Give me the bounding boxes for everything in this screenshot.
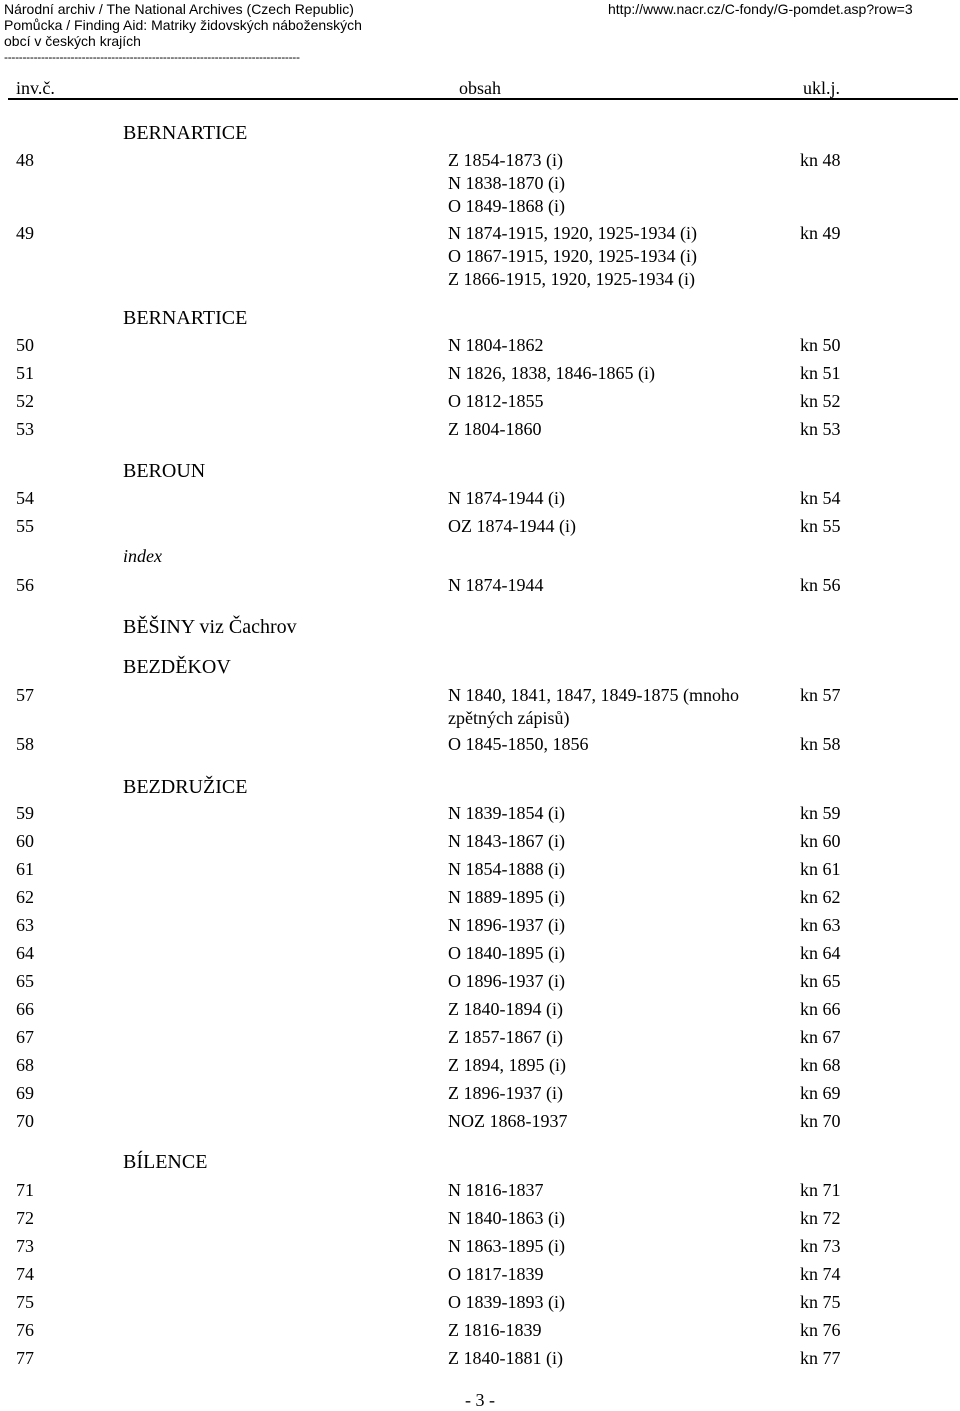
inventory-number: 56: [16, 575, 34, 595]
storage-unit: kn 54: [800, 488, 841, 508]
record-content-line: N 1816-1837: [448, 1180, 544, 1200]
storage-unit: kn 53: [800, 419, 841, 439]
storage-unit: kn 50: [800, 335, 841, 355]
record-content-line: zpětných zápisů): [448, 708, 570, 728]
record-content-line: O 1867-1915, 1920, 1925-1934 (i): [448, 246, 697, 266]
record-content-line: O 1839-1893 (i): [448, 1292, 565, 1312]
record-content-line: O 1896-1937 (i): [448, 971, 565, 991]
inventory-number: 55: [16, 516, 34, 536]
inventory-number: 65: [16, 971, 34, 991]
inventory-number: 51: [16, 363, 34, 383]
record-content: [448, 222, 778, 291]
storage-unit: kn 63: [800, 915, 841, 935]
inventory-number: 76: [16, 1320, 34, 1340]
inventory-number: 75: [16, 1292, 34, 1312]
storage-unit: kn 62: [800, 887, 841, 907]
column-header-obsah: obsah: [459, 78, 501, 98]
place-heading: BĚŠINY viz Čachrov: [123, 616, 297, 638]
storage-unit: kn 51: [800, 363, 841, 383]
source-url[interactable]: http://www.nacr.cz/C-fondy/G-pomdet.asp?row=3: [608, 1, 913, 17]
record-content: [448, 1026, 778, 1049]
inventory-number: 64: [16, 943, 34, 963]
record-content-line: O 1845-1850, 1856: [448, 734, 589, 754]
record-content: [448, 1179, 778, 1202]
finding-aid-title: Pomůcka / Finding Aid: Matriky židovských náboženských: [4, 17, 362, 33]
storage-unit: kn 68: [800, 1055, 841, 1075]
record-content-line: N 1874-1944: [448, 575, 544, 595]
inventory-number: 72: [16, 1208, 34, 1228]
record-content-line: Z 1866-1915, 1920, 1925-1934 (i): [448, 269, 695, 289]
record-content-line: Z 1857-1867 (i): [448, 1027, 563, 1047]
storage-unit: kn 55: [800, 516, 841, 536]
record-content: [448, 1235, 778, 1258]
place-heading: BERNARTICE: [123, 307, 248, 329]
header-divider: --------------------------------------------------------------------------------: [4, 50, 300, 64]
record-content-line: Z 1804-1860: [448, 419, 542, 439]
storage-unit: kn 60: [800, 831, 841, 851]
record-content: [448, 418, 778, 441]
inventory-number: 70: [16, 1111, 34, 1131]
inventory-number: 77: [16, 1348, 34, 1368]
record-content-line: N 1838-1870 (i): [448, 173, 565, 193]
record-content-line: N 1874-1944 (i): [448, 488, 565, 508]
record-content: [448, 334, 778, 357]
record-content-line: NOZ 1868-1937: [448, 1111, 568, 1131]
inventory-number: 63: [16, 915, 34, 935]
index-note: index: [123, 546, 162, 566]
record-content-line: N 1843-1867 (i): [448, 831, 565, 851]
record-content: [448, 684, 778, 730]
inventory-number: 62: [16, 887, 34, 907]
inventory-number: 57: [16, 685, 34, 705]
record-content-line: N 1840, 1841, 1847, 1849-1875 (mnoho: [448, 685, 739, 705]
finding-aid-subtitle: obcí v českých krajích: [4, 33, 141, 49]
storage-unit: kn 59: [800, 803, 841, 823]
storage-unit: kn 67: [800, 1027, 841, 1047]
record-content-line: N 1854-1888 (i): [448, 859, 565, 879]
record-content: [448, 1347, 778, 1370]
column-header-ukl: ukl.j.: [803, 78, 841, 98]
storage-unit: kn 69: [800, 1083, 841, 1103]
record-content-line: Z 1894, 1895 (i): [448, 1055, 566, 1075]
storage-unit: kn 75: [800, 1292, 841, 1312]
page-number: - 3 -: [465, 1390, 495, 1410]
record-content-line: N 1863-1895 (i): [448, 1236, 565, 1256]
record-content: [448, 1082, 778, 1105]
record-content-line: N 1840-1863 (i): [448, 1208, 565, 1228]
inventory-number: 54: [16, 488, 34, 508]
column-header-inv: inv.č.: [16, 78, 55, 98]
record-content: [448, 574, 778, 597]
storage-unit: kn 74: [800, 1264, 841, 1284]
inventory-number: 53: [16, 419, 34, 439]
record-content-line: Z 1840-1894 (i): [448, 999, 563, 1019]
inventory-number: 73: [16, 1236, 34, 1256]
storage-unit: kn 49: [800, 223, 841, 243]
storage-unit: kn 57: [800, 685, 841, 705]
inventory-number: 68: [16, 1055, 34, 1075]
record-content-line: OZ 1874-1944 (i): [448, 516, 576, 536]
record-content-line: O 1817-1839: [448, 1264, 544, 1284]
archive-name: Národní archiv / The National Archives (Czech Republic): [4, 1, 354, 17]
inventory-number: 71: [16, 1180, 34, 1200]
inventory-number: 74: [16, 1264, 34, 1284]
record-content: [448, 390, 778, 413]
record-content: [448, 487, 778, 510]
inventory-number: 48: [16, 150, 34, 170]
record-content-line: N 1889-1895 (i): [448, 887, 565, 907]
record-content-line: N 1804-1862: [448, 335, 544, 355]
record-content: [448, 1110, 778, 1133]
place-heading: BEZDĚKOV: [123, 656, 231, 678]
record-content: [448, 733, 778, 756]
storage-unit: kn 52: [800, 391, 841, 411]
column-header-rule: [8, 98, 958, 100]
record-content: [448, 1207, 778, 1230]
place-heading: BÍLENCE: [123, 1151, 208, 1173]
record-content: [448, 830, 778, 853]
record-content: [448, 1319, 778, 1342]
inventory-number: 61: [16, 859, 34, 879]
inventory-number: 66: [16, 999, 34, 1019]
record-content-line: O 1812-1855: [448, 391, 544, 411]
record-content-line: O 1840-1895 (i): [448, 943, 565, 963]
inventory-number: 59: [16, 803, 34, 823]
storage-unit: kn 76: [800, 1320, 841, 1340]
storage-unit: kn 73: [800, 1236, 841, 1256]
record-content: [448, 886, 778, 909]
inventory-number: 67: [16, 1027, 34, 1047]
record-content: [448, 1054, 778, 1077]
record-content: [448, 362, 778, 385]
place-heading: BEROUN: [123, 460, 206, 482]
record-content-line: N 1874-1915, 1920, 1925-1934 (i): [448, 223, 697, 243]
record-content-line: Z 1854-1873 (i): [448, 150, 563, 170]
record-content: [448, 515, 778, 538]
inventory-number: 69: [16, 1083, 34, 1103]
record-content: [448, 998, 778, 1021]
inventory-number: 52: [16, 391, 34, 411]
storage-unit: kn 61: [800, 859, 841, 879]
storage-unit: kn 64: [800, 943, 841, 963]
record-content-line: N 1839-1854 (i): [448, 803, 565, 823]
storage-unit: kn 72: [800, 1208, 841, 1228]
record-content-line: O 1849-1868 (i): [448, 196, 565, 216]
storage-unit: kn 66: [800, 999, 841, 1019]
record-content-line: N 1826, 1838, 1846-1865 (i): [448, 363, 655, 383]
record-content-line: Z 1816-1839: [448, 1320, 542, 1340]
record-content-line: Z 1840-1881 (i): [448, 1348, 563, 1368]
storage-unit: kn 56: [800, 575, 841, 595]
record-content: [448, 858, 778, 881]
record-content: [448, 1263, 778, 1286]
place-heading: BERNARTICE: [123, 122, 248, 144]
record-content: [448, 802, 778, 825]
storage-unit: kn 48: [800, 150, 841, 170]
record-content: [448, 970, 778, 993]
storage-unit: kn 71: [800, 1180, 841, 1200]
inventory-number: 58: [16, 734, 34, 754]
record-content: [448, 1291, 778, 1314]
record-content-line: Z 1896-1937 (i): [448, 1083, 563, 1103]
record-content: [448, 914, 778, 937]
place-heading: BEZDRUŽICE: [123, 776, 248, 798]
storage-unit: kn 65: [800, 971, 841, 991]
record-content: [448, 149, 778, 218]
storage-unit: kn 70: [800, 1111, 841, 1131]
record-content: [448, 942, 778, 965]
record-content-line: N 1896-1937 (i): [448, 915, 565, 935]
storage-unit: kn 58: [800, 734, 841, 754]
inventory-number: 50: [16, 335, 34, 355]
inventory-number: 60: [16, 831, 34, 851]
inventory-number: 49: [16, 223, 34, 243]
storage-unit: kn 77: [800, 1348, 841, 1368]
